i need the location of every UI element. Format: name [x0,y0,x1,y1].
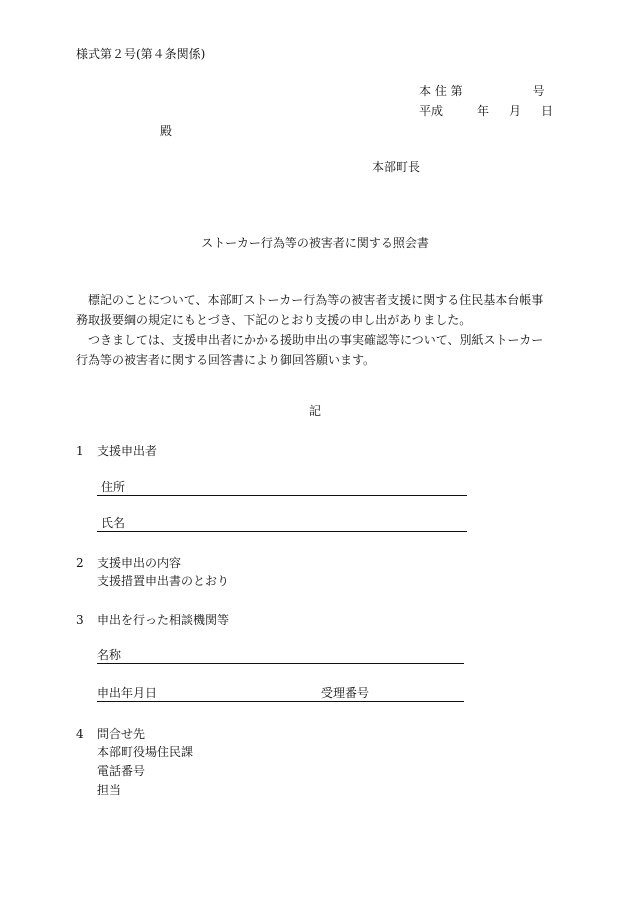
contact-person: 担当 [97,783,122,797]
section-1-title: 支援申出者 [97,444,158,458]
request-date-field[interactable] [97,685,464,702]
receipt-number-label: 受理番号 [321,686,370,700]
section-4-number: 4 [76,727,84,741]
agency-name-field[interactable] [97,647,464,664]
reference-suffix: 号 [532,84,545,98]
agency-name-label: 名称 [97,648,122,662]
section-2-content: 支援措置申出書のとおり [97,574,230,588]
issue-date [419,104,553,118]
address-field[interactable] [97,479,467,496]
section-4-title: 問合せ先 [97,727,146,741]
body-paragraph-1: 標記のことについて、本部町ストーカー行為等の被害者支援に関する住民基本台帳事務取扱要綱の規定にもとづき、下記のとおり支援の申し出がありました。 [76,293,544,327]
addressee: 殿 [160,124,173,138]
date-era: 平成 [419,104,444,118]
document-title: ストーカー行為等の被害者に関する照会書 [201,236,429,250]
name-field[interactable] [97,515,467,532]
reference-number [419,84,545,98]
reference-prefix: 本 住 第 [419,84,463,98]
name-label: 氏名 [101,516,126,530]
address-label: 住所 [101,480,126,494]
date-month: 月 [509,104,522,118]
section-3-number: 3 [76,613,84,627]
section-2-title: 支援申出の内容 [97,556,182,570]
sender: 本部町長 [372,160,421,174]
contact-phone: 電話番号 [97,764,146,778]
request-date-label: 申出年月日 [97,686,158,700]
contact-office: 本部町役場住民課 [97,745,194,759]
ki-heading: 記 [308,404,321,418]
form-number: 様式第２号(第４条関係) [76,47,206,61]
body-paragraph-2: つきましては、支援申出者にかかる援助申出の事実確認等について、別紙ストーカー行為等の被害者に関する回答書により御回答願います。 [76,333,544,367]
section-1-number: 1 [76,444,84,458]
section-3-title: 申出を行った相談機関等 [97,613,230,627]
date-year: 年 [477,104,490,118]
section-2-number: 2 [76,556,84,570]
date-day: 日 [541,104,554,118]
